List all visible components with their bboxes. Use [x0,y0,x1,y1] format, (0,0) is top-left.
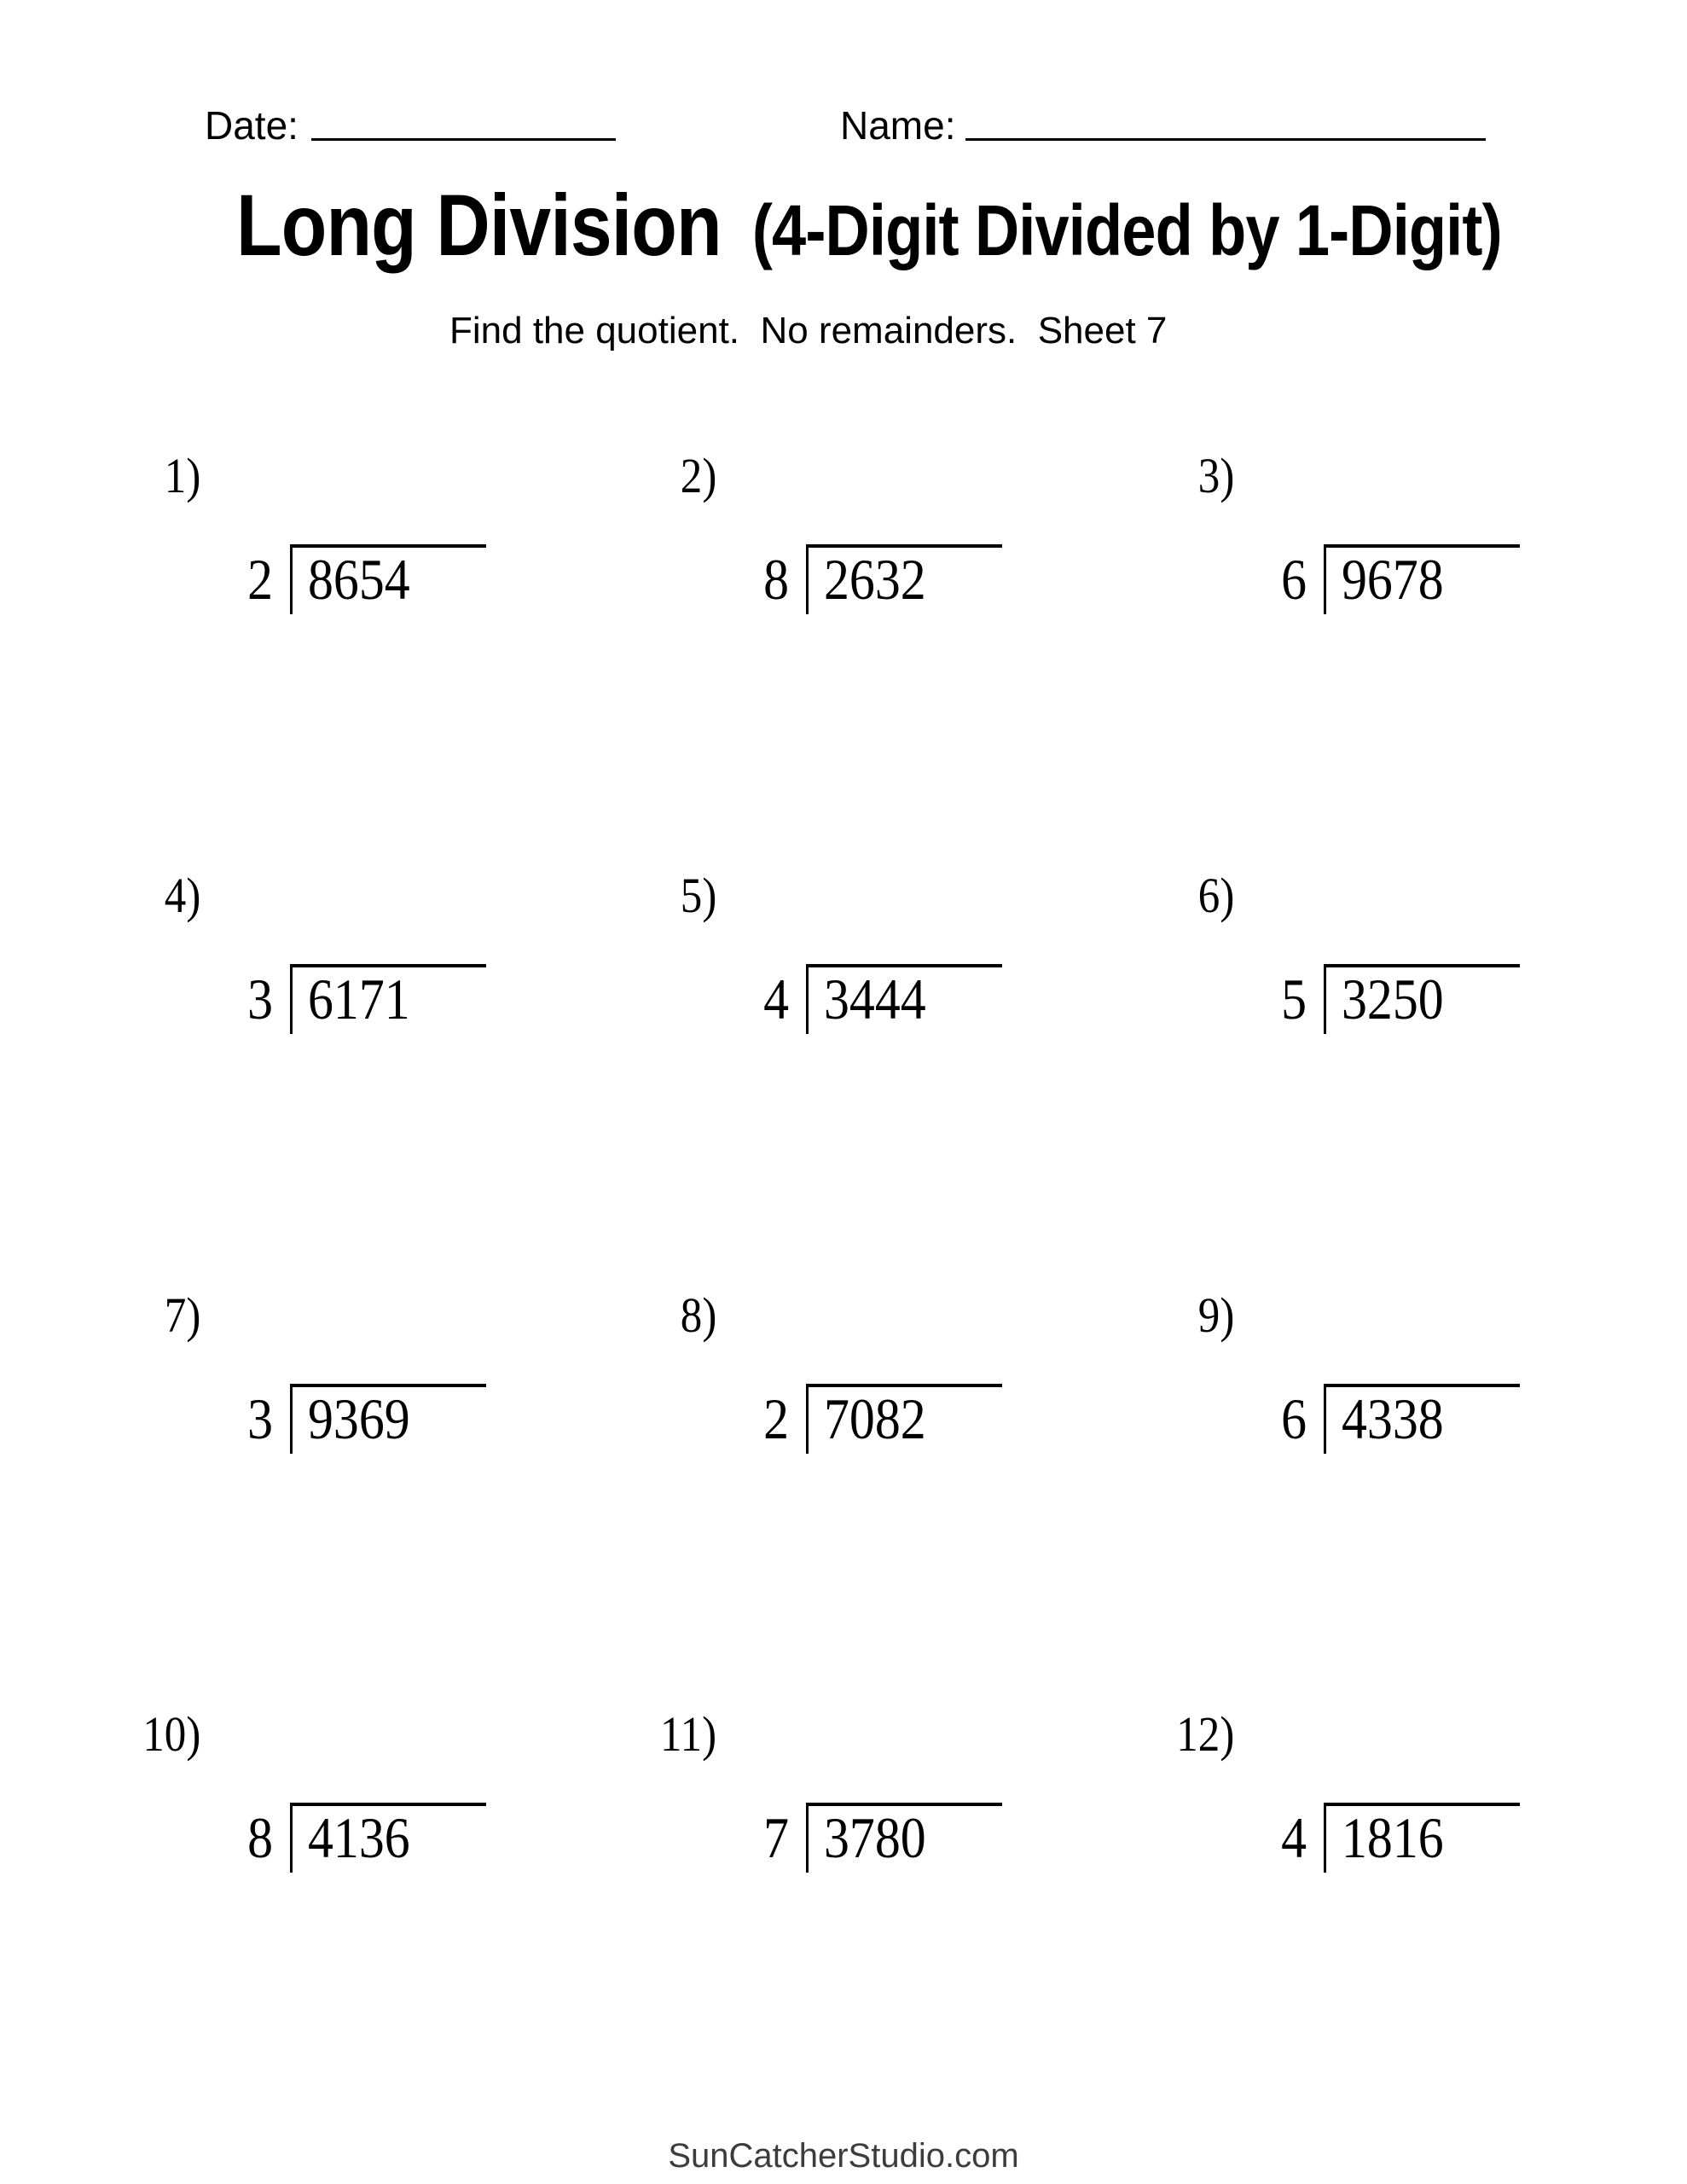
instructions-text: Find the quotient. No remainders. Sheet 7 [449,310,1168,351]
dividend-text: 4338 [1342,1386,1444,1451]
dividend-text: 2632 [824,547,926,612]
divisor [716,1384,806,1451]
divisor-text: 8 [247,1805,273,1870]
division-bracket-group [716,1803,1002,1873]
problem-number [132,868,200,923]
division-problem [1166,1287,1687,1496]
divisor [200,964,290,1031]
dividend-under-bracket [806,1384,1002,1454]
problem-number-text: 1) [164,448,200,503]
problem-number-text: 4) [164,868,200,923]
problem-number [132,1706,200,1762]
dividend-under-bracket [290,964,486,1034]
divisor [200,544,290,612]
divisor-text: 5 [1281,967,1307,1031]
dividend-text: 9678 [1342,547,1444,612]
problem-number-text: 5) [680,868,716,923]
dividend-text: 8654 [308,547,410,612]
dividend-under-bracket [1324,544,1520,614]
name-label: Name: [840,103,956,148]
dividend-under-bracket [290,544,486,614]
dividend-under-bracket [290,1384,486,1454]
dividend-text: 4136 [308,1805,410,1870]
dividend-under-bracket [1324,1803,1520,1873]
date-label: Date: [205,103,299,148]
problem-number [132,1287,200,1343]
problem-number-text: 9) [1197,1287,1234,1343]
divisor-text: 4 [1281,1805,1307,1870]
problem-number-text: 11) [659,1706,716,1762]
dividend-under-bracket [1324,964,1520,1034]
divisor [716,544,806,612]
problem-number [648,1706,716,1762]
footer-credit: SunCatcherStudio.com [668,2137,1019,2175]
division-problem [132,1287,661,1496]
division-problem [132,448,661,656]
divisor [1234,544,1324,612]
dividend-under-bracket [806,544,1002,614]
divisor-text: 3 [247,1386,273,1451]
problem-number [648,1287,716,1343]
problem-number [1166,448,1234,503]
division-problem [648,868,1177,1076]
dividend-text: 3444 [824,967,926,1031]
dividend-text: 6171 [308,967,410,1031]
division-bracket-group [716,1384,1002,1454]
division-bracket-group [716,964,1002,1034]
dividend-under-bracket [290,1803,486,1873]
dividend-under-bracket [806,964,1002,1034]
division-bracket-group [200,964,486,1034]
title-main: Long Division [236,177,722,274]
problem-number [648,868,716,923]
divisor [716,1803,806,1870]
problem-number [648,448,716,503]
problem-number [1166,1287,1234,1343]
division-problem [648,1706,1177,1914]
divisor-text: 2 [247,547,273,612]
divisor [1234,1384,1324,1451]
division-bracket-group [1234,1803,1520,1873]
problem-number [132,448,200,503]
divisor-text: 3 [247,967,273,1031]
problem-number-text: 10) [142,1706,200,1762]
divisor-text: 7 [763,1805,789,1870]
divisor [200,1803,290,1870]
divisor [716,964,806,1031]
division-problem [132,868,661,1076]
division-problem [1166,868,1687,1076]
divisor-text: 6 [1281,547,1307,612]
division-bracket-group [1234,544,1520,614]
dividend-text: 3250 [1342,967,1444,1031]
problem-number-text: 7) [164,1287,200,1343]
divisor-text: 6 [1281,1386,1307,1451]
division-bracket-group [1234,964,1520,1034]
dividend-text: 1816 [1342,1805,1444,1870]
divisor [200,1384,290,1451]
division-bracket-group [200,1384,486,1454]
problem-number-text: 12) [1175,1706,1234,1762]
problem-number-text: 2) [680,448,716,503]
problem-number [1166,1706,1234,1762]
problem-number-text: 8) [680,1287,716,1343]
problem-number-text: 3) [1197,448,1234,503]
division-bracket-group [200,1803,486,1873]
problem-number [1166,868,1234,923]
division-problem [648,448,1177,656]
dividend-under-bracket [1324,1384,1520,1454]
divisor [1234,1803,1324,1870]
division-bracket-group [1234,1384,1520,1454]
division-bracket-group [716,544,1002,614]
division-problem [648,1287,1177,1496]
dividend-text: 9369 [308,1386,410,1451]
divisor-text: 4 [763,967,789,1031]
division-bracket-group [200,544,486,614]
divisor [1234,964,1324,1031]
division-problem [1166,448,1687,656]
divisor-text: 8 [763,547,789,612]
problem-number-text: 6) [1197,868,1234,923]
divisor-text: 2 [763,1386,789,1451]
dividend-under-bracket [806,1803,1002,1873]
dividend-text: 3780 [824,1805,926,1870]
dividend-text: 7082 [824,1386,926,1451]
division-problem [1166,1706,1687,1914]
title-subheading: (4-Digit Divided by 1-Digit) [751,190,1502,270]
division-problem [132,1706,661,1914]
